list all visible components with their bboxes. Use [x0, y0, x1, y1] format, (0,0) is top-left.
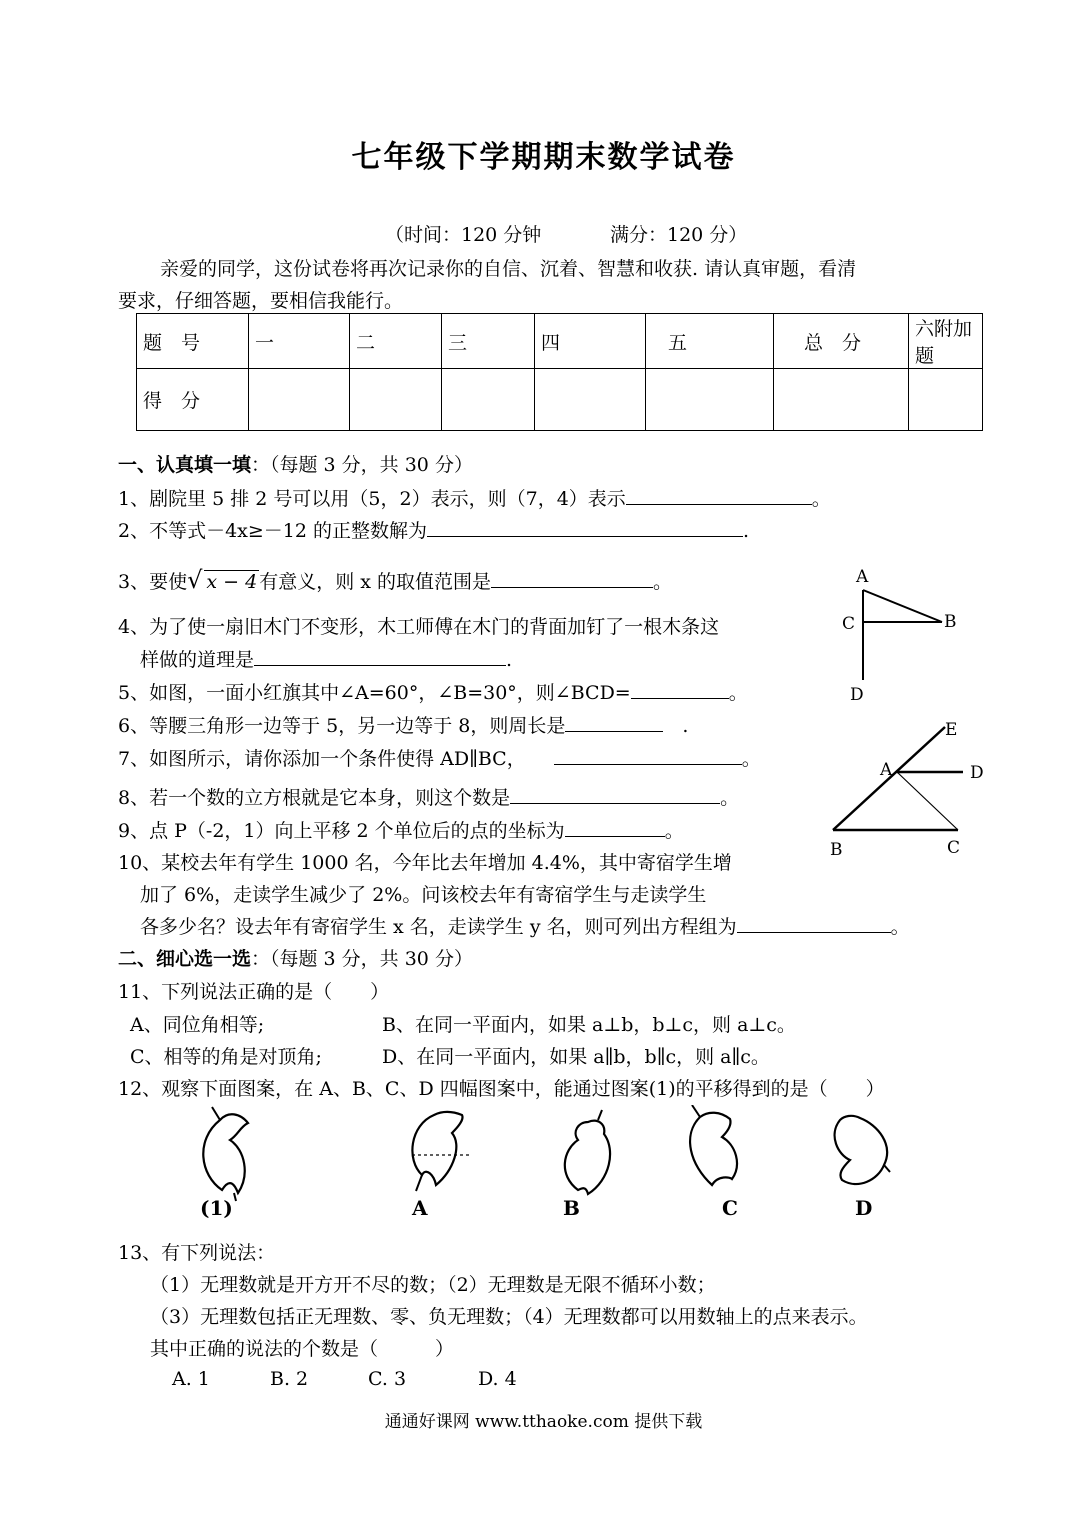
leaf-figure-a[interactable] [412, 1112, 472, 1191]
score-col-2: 二 [350, 314, 442, 369]
answer-blank[interactable] [737, 914, 891, 933]
answer-blank[interactable] [626, 486, 812, 505]
leaf-figure-d[interactable] [835, 1116, 890, 1184]
question-6: 6、等腰三角形一边等于 5，另一边等于 8，则周长是 . [118, 715, 689, 737]
answer-blank[interactable] [565, 818, 665, 837]
score-table [136, 313, 983, 431]
leaf-label-1: (1) [200, 1196, 233, 1220]
score-col-1: 一 [249, 314, 350, 369]
question-13: 13、有下列说法： [118, 1242, 276, 1264]
answer-blank[interactable] [427, 518, 743, 537]
flag-label-b: B [944, 612, 957, 632]
question-7: 7、如图所示，请你添加一个条件使得 AD∥BC， 。 [118, 748, 761, 770]
question-13-option-b[interactable]: B. 2 [270, 1368, 309, 1390]
question-10-line-1: 10、某校去年有学生 1000 名，今年比去年增加 4.4%，其中寄宿学生增 [118, 852, 732, 874]
score-col-bonus: 六附加题 [909, 314, 983, 369]
question-2: 2、不等式－4x≥－12 的正整数解为 . [118, 520, 750, 542]
question-3: 3、要使√ x − 4 有意义，则 x 的取值范围是 。 [118, 566, 673, 594]
question-13-option-a[interactable]: A. 1 [172, 1368, 210, 1390]
question-10-line-2: 加了 6%，走读学生减少了 2%。问该校去年有寄宿学生与走读学生 [140, 884, 707, 906]
score-cell[interactable] [909, 369, 983, 431]
flag-label-c: C [842, 614, 856, 634]
intro-line-1: 亲爱的同学，这份试卷将再次记录你的自信、沉着、智慧和收获. 请认真审题，看清 [160, 258, 857, 280]
leaf-label-a: A [412, 1196, 428, 1220]
question-4-line-1: 4、为了使一扇旧木门不变形，木工师傅在木门的背面加钉了一根木条这 [118, 616, 720, 638]
sqrt-expression: x − 4 [206, 571, 258, 593]
parallel-figure [825, 715, 1000, 865]
score-table-score-row [137, 369, 983, 431]
exam-full-score: 满分：120 分） [610, 224, 748, 246]
answer-blank[interactable] [554, 746, 742, 765]
score-cell[interactable] [774, 369, 909, 431]
score-col-total: 总 分 [774, 314, 909, 369]
score-cell[interactable] [350, 369, 442, 431]
leaf-figures [150, 1105, 930, 1225]
leaf-label-d: D [855, 1196, 873, 1220]
score-col-5: 五 [646, 314, 774, 369]
page-title: 七年级下学期期末数学试卷 [351, 140, 736, 175]
leaf-label-c: C [722, 1196, 738, 1220]
section2-heading: 二、细心选一选：（每题 3 分，共 30 分） [118, 948, 473, 970]
leaf-figure-original [203, 1107, 248, 1201]
answer-blank[interactable] [510, 785, 720, 804]
score-col-4: 四 [535, 314, 646, 369]
question-13-option-c[interactable]: C. 3 [368, 1368, 407, 1390]
answer-blank[interactable] [254, 647, 506, 666]
parallel-label-e: E [945, 720, 958, 740]
leaf-figure-c[interactable] [690, 1105, 737, 1185]
flag-label-d: D [850, 685, 864, 705]
leaf-figure-b[interactable] [565, 1110, 610, 1194]
question-13-option-d[interactable]: D. 4 [478, 1368, 517, 1390]
parallel-label-a: A [880, 760, 893, 780]
question-11: 11、下列说法正确的是（ ） [118, 981, 390, 1003]
score-table-label-score: 得 分 [137, 369, 249, 431]
question-11-option-c[interactable]: C、相等的角是对顶角; [130, 1046, 322, 1068]
flag-figure [830, 560, 970, 710]
question-9: 9、点 P（-2，1）向上平移 2 个单位后的点的坐标为 。 [118, 820, 684, 842]
parallel-label-d: D [970, 763, 984, 783]
question-10-line-3: 各多少名？设去年有寄宿学生 x 名，走读学生 y 名，则可列出方程组为 。 [140, 916, 910, 938]
question-13-statements-1: （1）无理数就是开方开不尽的数；（2）无理数是无限不循环小数； [150, 1274, 716, 1296]
question-13-statements-2: （3）无理数包括正无理数、零、负无理数；（4）无理数都可以用数轴上的点来表示。 [150, 1306, 868, 1328]
question-12: 12、观察下面图案，在 A、B、C、D 四幅图案中，能通过图案(1)的平移得到的是（ ） [118, 1078, 885, 1100]
question-1: 1、剧院里 5 排 2 号可以用（5，2）表示，则（7，4）表示 。 [118, 488, 831, 510]
answer-blank[interactable] [631, 680, 729, 699]
score-col-3: 三 [442, 314, 535, 369]
leaf-label-b: B [563, 1196, 580, 1220]
parallel-label-b: B [830, 840, 843, 860]
flag-label-a: A [856, 567, 869, 587]
section1-heading: 一、认真填一填：（每题 3 分，共 30 分） [118, 454, 473, 476]
question-4-line-2: 样做的道理是 . [140, 649, 513, 671]
parallel-label-c: C [947, 838, 961, 858]
answer-blank[interactable] [491, 569, 653, 588]
score-cell[interactable] [249, 369, 350, 431]
score-cell[interactable] [535, 369, 646, 431]
question-13-prompt: 其中正确的说法的个数是（ ） [150, 1338, 455, 1360]
intro-line-2: 要求，仔细答题，要相信我能行。 [118, 290, 404, 312]
score-cell[interactable] [646, 369, 774, 431]
answer-blank[interactable] [565, 713, 663, 732]
exam-time: （时间：120 分钟 [385, 224, 542, 246]
question-5: 5、如图，一面小红旗其中∠A=60°，∠B=30°，则∠BCD= 。 [118, 682, 748, 704]
question-8: 8、若一个数的立方根就是它本身，则这个数是 。 [118, 787, 740, 809]
question-11-option-b[interactable]: B、在同一平面内，如果 a⊥b，b⊥c，则 a⊥c。 [382, 1014, 796, 1036]
score-table-label-question: 题 号 [137, 314, 249, 369]
footer-credit: 通通好课网 www.tthaoke.com 提供下载 [384, 1412, 703, 1432]
score-table-header-row [137, 314, 983, 369]
score-cell[interactable] [442, 369, 535, 431]
question-11-option-d[interactable]: D、在同一平面内，如果 a∥b，b∥c，则 a∥c。 [382, 1046, 770, 1068]
question-11-option-a[interactable]: A、同位角相等; [130, 1014, 265, 1036]
